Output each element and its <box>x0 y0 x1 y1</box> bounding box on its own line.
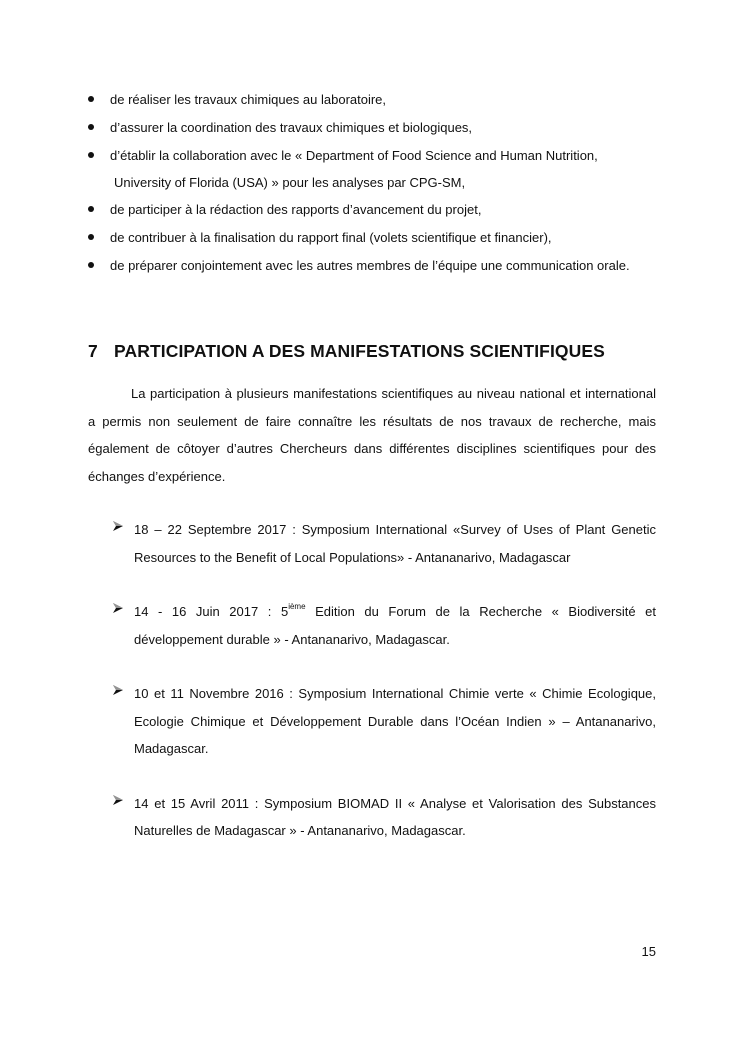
list-item <box>88 86 656 113</box>
section-paragraph: La participation à plusieurs manifestations scientifiques au niveau national et international a permis non seulement de faire connaître les résultats de nos travaux de recherche, mais également de côtoyer d’autres Chercheurs dans différentes disciplines scientifiques pour des échanges d’expérience. <box>88 386 656 484</box>
event-text-after: Edition du Forum de la Recherche « Biodiversité et développement durable » - Antananarivo, Madagascar. <box>134 604 656 647</box>
event-text: 18 – 22 Septembre 2017 : Symposium International «Survey of Uses of Plant Genetic Resources to the Benefit of Local Populations» - Antananarivo, Madagascar <box>134 522 656 565</box>
page-number: 15 <box>641 944 656 959</box>
list-item <box>88 114 656 141</box>
event-item <box>112 680 656 763</box>
list-item <box>88 252 656 279</box>
event-text: 14 - 16 Juin 2017 : 5 <box>134 604 289 619</box>
bullet-icon <box>88 96 94 102</box>
bullet-text: de contribuer à la finalisation du rapport final (volets scientifique et financier), <box>110 230 552 245</box>
bullet-text: de participer à la rédaction des rapports d’avancement du projet, <box>110 202 482 217</box>
event-text: 14 et 15 Avril 2011 : Symposium BIOMAD II « Analyse et Valorisation des Substances Naturelles de Madagascar » - Antananarivo, Madagascar. <box>134 795 656 838</box>
bullet-icon <box>88 206 94 212</box>
arrowhead-bullet-icon <box>112 684 124 696</box>
event-item <box>112 516 656 571</box>
events-list <box>112 516 656 845</box>
arrowhead-bullet-icon <box>112 602 124 614</box>
bullet-icon <box>88 234 94 240</box>
list-item <box>88 142 656 196</box>
bullet-icon <box>88 124 94 130</box>
task-bullet-list <box>88 86 656 280</box>
bullet-continuation: University of Florida (USA) » pour les analyses par CPG-SM, <box>114 175 466 190</box>
arrowhead-bullet-icon <box>112 794 124 806</box>
bullet-text: de préparer conjointement avec les autres membres de l’équipe une communication orale. <box>110 258 630 273</box>
list-item <box>88 196 656 223</box>
event-text: 10 et 11 Novembre 2016 : Symposium International Chimie verte « Chimie Ecologique, Ecologie Chimique et Développement Durable dans l’Océan Indien » – Antananarivo, Madagascar. <box>134 686 656 756</box>
arrowhead-bullet-icon <box>112 520 124 532</box>
event-item <box>112 790 656 845</box>
section-number: 7 <box>88 341 98 361</box>
section-title: PARTICIPATION A DES MANIFESTATIONS SCIENTIFIQUES <box>114 341 605 361</box>
event-superscript: ième <box>288 602 306 611</box>
bullet-text: d’établir la collaboration avec le « Department of Food Science and Human Nutrition, <box>110 148 598 163</box>
bullet-icon <box>88 262 94 268</box>
bullet-text: de réaliser les travaux chimiques au laboratoire, <box>110 92 387 107</box>
bullet-icon <box>88 152 94 158</box>
list-item <box>88 224 656 251</box>
event-item <box>112 598 656 653</box>
section-heading <box>88 341 605 362</box>
bullet-text: d’assurer la coordination des travaux chimiques et biologiques, <box>110 120 473 135</box>
